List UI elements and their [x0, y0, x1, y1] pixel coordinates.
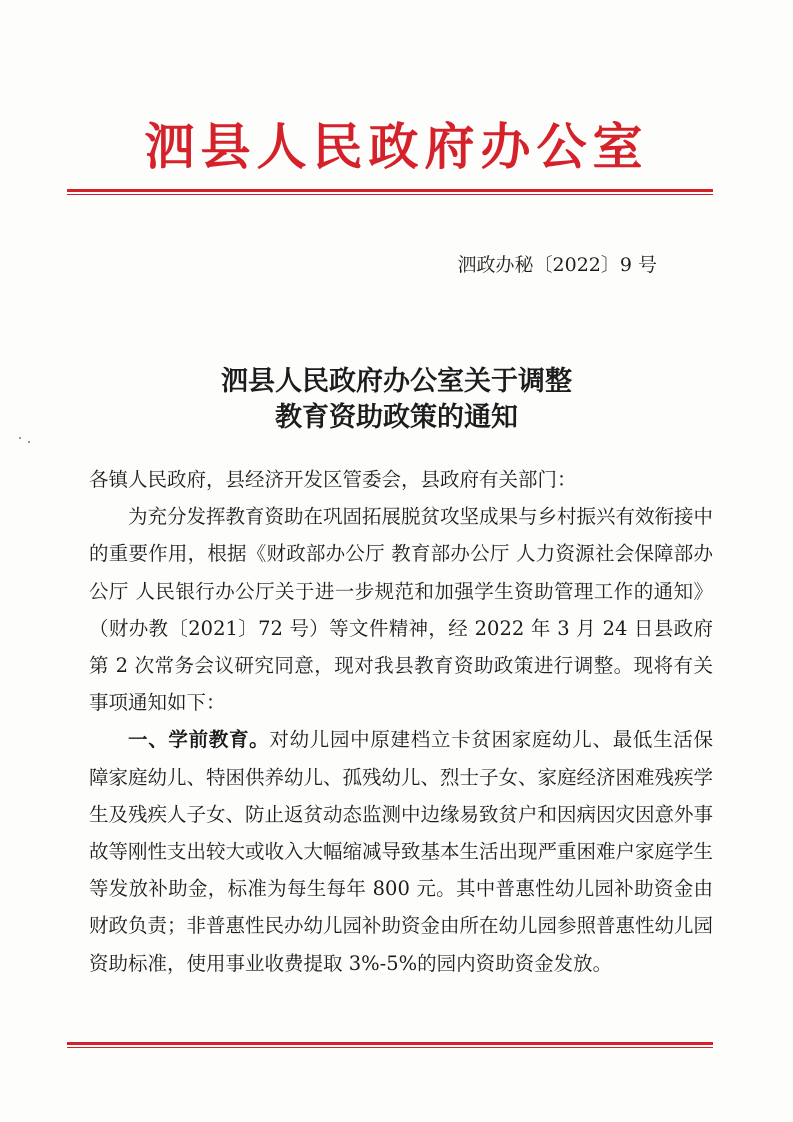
header-red-rule-thick [67, 189, 713, 192]
footer-red-rule-thick [67, 1042, 713, 1045]
notice-title-line-1: 泗县人民政府办公室关于调整 [221, 366, 572, 397]
scan-speck [19, 437, 21, 439]
agency-title: 泗县人民政府办公室 [144, 117, 649, 176]
section-preschool [89, 721, 713, 981]
salutation: 各镇人民政府，县经济开发区管委会，县政府有关部门： [89, 468, 577, 491]
notice-title-line-2: 教育资助政策的通知 [275, 402, 518, 433]
section-preschool-heading: 一、学前教育。 [128, 728, 270, 752]
header-red-rule-thin [67, 194, 713, 195]
section-preschool-text: 对幼儿园中原建档立卡贫困家庭幼儿、最低生活保障家庭幼儿、特困供养幼儿、孤残幼儿、烈士子女、家庭经济困难残疾学生及残疾人子女、防止返贫动态监测中边缘易致贫户和因病因灾因意外事故等刚性支出较大或收入大幅缩减导致基本生活出现严重困难户家庭学生等发放补助金，标准为每生每年 800 元。其中普惠性幼儿园补助资金由财政负责；非普惠性民办幼儿园补助资金由所在幼儿园参照普惠性幼儿园资助标准，使用事业收费提取 3%-5%的园内资助资金发放。 [89, 728, 714, 975]
document-number: 泗政办秘〔2022〕9 号 [457, 254, 657, 276]
scan-speck [28, 441, 30, 443]
paragraph-intro: 为充分发挥教育资助在巩固拓展脱贫攻坚成果与乡村振兴有效衔接中的重要作用，根据《财政部办公厅 教育部办公厅 人力资源社会保障部办公厅 人民银行办公厅关于进一步规范和加强学生资助管理工作的通知》（财办教〔2021〕72 号）等文件精神，经 2022 年 3 月 24 日县政府第 2 次常务会议研究同意，现对我县教育资助政策进行调整。现将有关事项通知如下： [89, 505, 714, 715]
footer-red-rule-thin [67, 1047, 713, 1048]
notice-body [89, 461, 713, 982]
